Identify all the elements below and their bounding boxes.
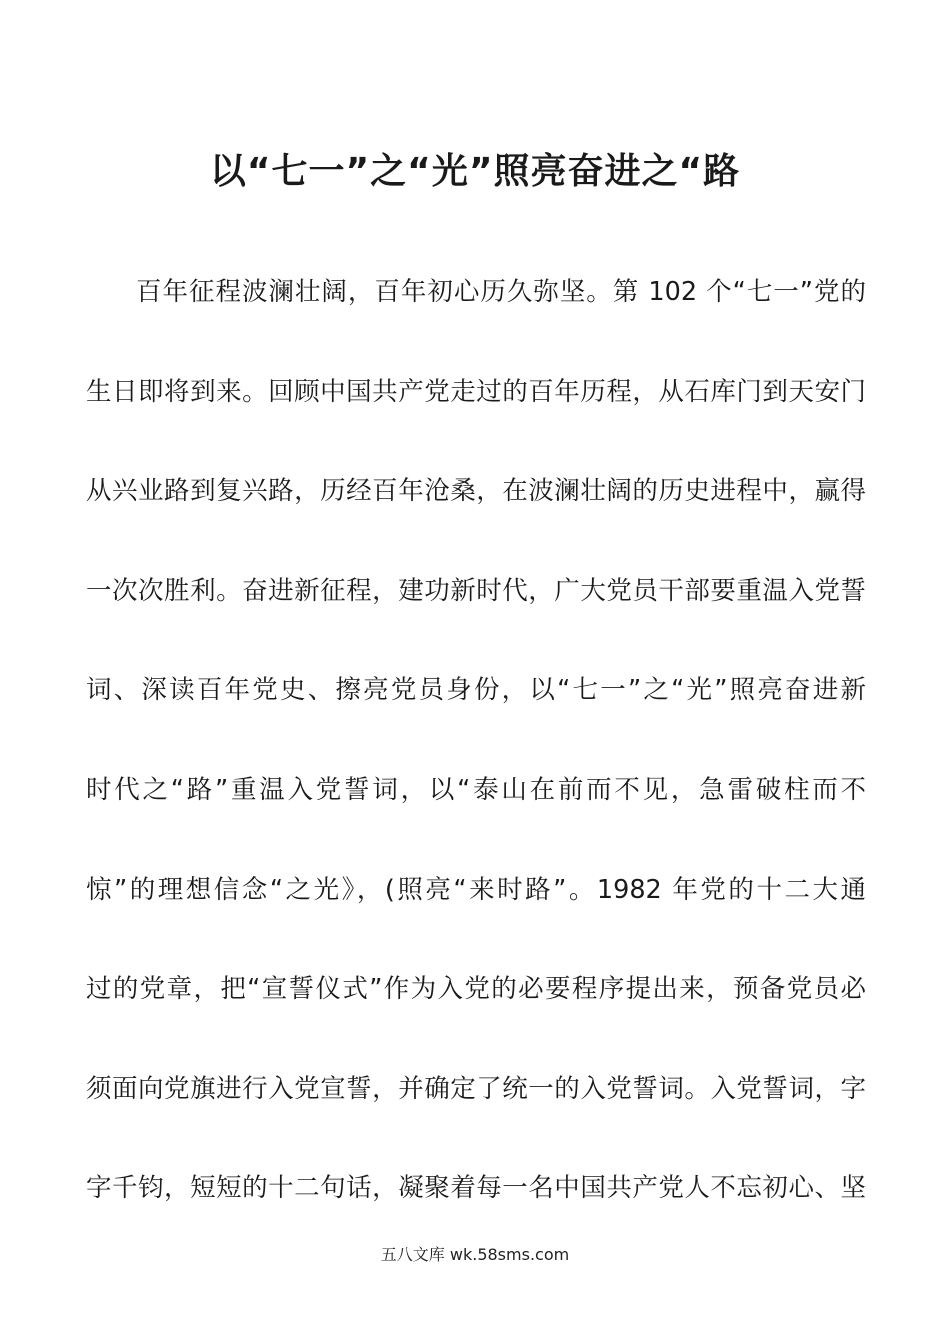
paragraph-line: 惊”的理想信念“之光》，(照亮“来时路”。1982 年党的十二大通 — [86, 874, 866, 905]
document-body — [86, 270, 866, 1266]
paragraph-line: 百年征程波澜壮阔，百年初心历久弥坚。第 102 个“七一”党的 — [136, 277, 866, 307]
paragraph-line: 时代之“路”重温入党誓词，以“泰山在前而不见，急雷破柱而不 — [86, 774, 866, 805]
paragraph-line: 生日即将到来。回顾中国共产党走过的百年历程，从石库门到天安门 — [86, 376, 866, 407]
paragraph-line: 从兴业路到复兴路，历经百年沧桑，在波澜壮阔的历史进程中，赢得 — [86, 476, 866, 507]
page-footer: 五八文库 wk.58sms.com — [380, 1245, 570, 1264]
paragraph-line: 字千钧，短短的十二句话，凝聚着每一名中国共产党人不忘初心、坚 — [86, 1173, 866, 1204]
paragraph-line: 一次次胜利。奋进新征程，建功新时代，广大党员干部要重温入党誓 — [86, 575, 866, 606]
paragraph-line: 须面向党旗进行入党宣誓，并确定了统一的入党誓词。入党誓词，字 — [86, 1073, 866, 1104]
paragraph-line: 词、深读百年党史、擦亮党员身份，以“七一”之“光”照亮奋进新 — [86, 675, 866, 706]
page-title: 以“七一”之“光”照亮奋进之“路 — [209, 151, 741, 192]
paragraph-line: 过的党章，把“宣誓仪式”作为入党的必要程序提出来，预备党员必 — [86, 974, 866, 1005]
